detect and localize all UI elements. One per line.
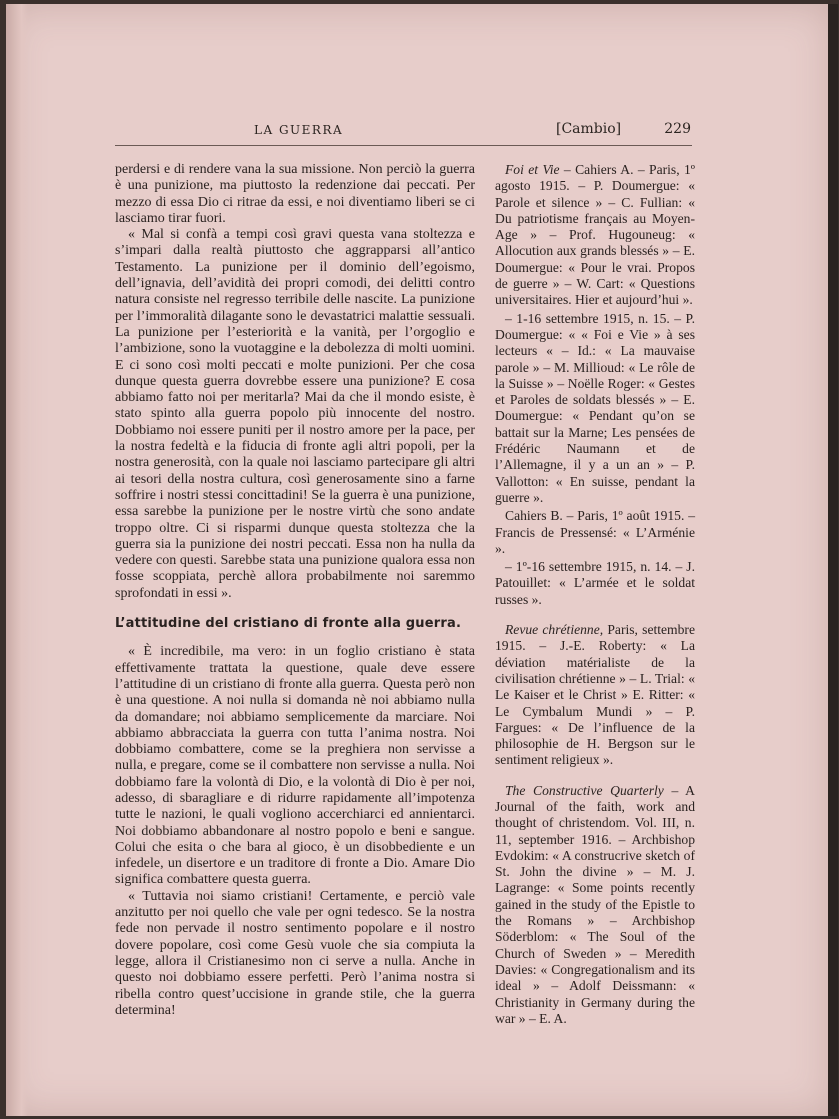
entry-text: – Cahiers A. – Paris, 1º agosto 1915. – P. Doumergue: « Parole et silence » – C. Fullian: « Du patriotisme français au Moyen-Age » – Prof. Hugouneug: « Allocution aux grands blessés » – E. Doumergue: « Pour le vrai. Propos de guerre » – W. Cart: « Questions universitaires. Hier et aujourd’hui ». (495, 162, 695, 308)
entry-text: – A Journal of the faith, work and thought of christendom. Vol. III, n. 11, september 1916. – Archbishop Evdokim: « A construcrive sketch of St. John the divine » – M. J. Lagrange: « Some points recently gained in the study of the Epistle to the Romans » – Archbishop Söderblom: « The Soul of the Church of Sweden » – Meredith Davies: « Congregationalism and its ideal » – Adolf Deissmann: « Christianity in Germany during the war » – E. A. (495, 782, 695, 1026)
running-title: LA GUERRA (254, 123, 344, 137)
paragraph: « Tuttavia noi siamo cristiani! Certamente, e perciò vale anzitutto per noi quello che vale per ogni tedesco. Se la nostra fede non pervade il nostro sentimento popolare e il nostro dovere popolare, così come Gesù vuole che sia compiuta la legge, allora il Cristianesimo non ci serve a nulla. Anche in questo noi dobbiamo essere perfetti. Però l’anima nostra si ribella contro quest’uccisione in grande stile, che la guerra determina! (115, 888, 475, 1018)
page-edge (828, 4, 838, 1116)
running-header (254, 121, 691, 141)
paragraph: perdersi e di rendere vana la sua missione. Non perciò la guerra è una punizione, ma piuttosto la redenzione dai peccati. Per mezzo di essa Dio ci ritrae da essi, e noi diventiamo liberi se ci lasciamo tirar fuori. (115, 162, 475, 226)
journal-title: Revue chrétienne, (505, 622, 604, 638)
entry-text: – 1º-16 settembre 1915, n. 14. – J. Patouillet: « L’armée et le soldat russes ». (495, 559, 695, 607)
book-page (6, 4, 832, 1116)
entry-text: Paris, settembre 1915. – J.-E. Roberty: « La déviation matérialiste de la civilisation chrétienne » – L. Trial: « Le Kaiser et le Christ » E. Ritter: « Le Cymbalum Mundi » – P. Fargues: « De l’influence de la philosophie de H. Bergson sur le sentiment religieux ». (495, 622, 695, 768)
header-rule (115, 145, 692, 146)
book-spine-shadow (6, 4, 28, 1116)
main-text-column (115, 162, 475, 1019)
page-number: 229 (664, 121, 691, 137)
section-heading: L’attitudine del cristiano di fronte alla guerra. (115, 616, 462, 632)
entry-text: – 1-16 settembre 1915, n. 15. – P. Doumergue: « « Foi e Vie » à ses lecteurs « – Id.: « La mauvaise parole » – M. Millioud: « Le rôle de la Suisse » – Noëlle Roger: « Gestes et Paroles de soldats blessés » – E. Doumergue: « Pendant qu’on se battait sur la Marne; Les pensées de Frédéric Naumann et de l’Allemagne, il y a un an » – P. Vallotton: « En suisse, pendant la guerre ». (495, 310, 695, 505)
bibliography-entry (495, 162, 695, 608)
journal-title: Foi et Vie (505, 162, 560, 177)
bibliography-entry (495, 622, 695, 769)
journal-title: The Constructive Quarterly (505, 782, 664, 798)
bibliography-column (495, 162, 695, 1041)
section-label: [Cambio] (556, 121, 622, 137)
entry-text: Cahiers B. – Paris, 1º août 1915. – Francis de Pressensé: « L’Arménie ». (495, 508, 695, 556)
paragraph: « Mal si confà a tempi così gravi questa vana stoltezza e s’impari dalla realtà piuttosto che aggrapparsi all’antico Testamento. La punizione per il dominio dell’egoismo, dell’ignavia, dell’avidità dei propri comodi, dei delitti contro natura consiste nel regresso terribile delle nascite. La punizione per l’immoralità dilagante sono le devastatrici malattie sessuali. La punizione per l’esteriorità e la vanità, per l’orgoglio e l’ambizione, sono la vuotaggine e la debolezza di molti uomini. E ci sono così molti peccati e molte punizioni. Per che cosa dunque questa guerra dovrebbe essere una punizione? E cosa abbiamo fatto noi per meritarla? Mai da che il mondo esiste, è stato spinto alla guerra popolo più innocente del nostro. Dobbiamo noi essere puniti per il nostro amore per la pace, per la nostra fedeltà e la fiducia di fronte agli altri popoli, per la nostra generosità, con la quale noi lasciamo partecipare gli altri ai tesori della nostra cultura, così generosamente sino a farne soffrire i nostri stessi concittadini! Se la guerra è una punizione, essa sarebbe la punizione per le nostre virtù che sono andate troppo oltre. Ci si risparmi dunque questa stoltezza che la guerra sia la punizione dei nostri peccati. Essa non ha nulla da vedere con questi. Sarebbe stata una punizione qualora essa non fosse scoppiata, perchè allora probabilmente noi saremmo sprofondati in essi ». (115, 227, 475, 601)
bibliography-entry (495, 783, 695, 1027)
paragraph: « È incredibile, ma vero: in un foglio cristiano è stata effettivamente trattata la questione, quale deve essere l’attitudine di un cristiano di fronte alla guerra. Questa però non è una questione. A noi nulla si domanda nè noi abbiamo nulla da domandare; noi abbiamo semplicemente da marciare. Noi abbiamo abbracciata la guerra con tutta l’anima nostra. Noi dobbiamo combattere, come se la preghiera non servisse a nulla, e pregare, come se il combattere non servisse a nulla. Noi dobbiamo fare la volontà di Dio, e la volontà di Dio è per noi, adesso, di sbaragliare e di ridurre rapidamente all’impotenza tutte le nazioni, le quali vogliono accerchiarci ed annientarci. Noi dobbiamo abbandonare al nostro popolo e beni e sangue. Colui che esita o che bara al gioco, è un disobbediente e un infedele, un disertore e un traditore di fronte a Dio. Amare Dio significa combattere questa guerra. (115, 644, 475, 888)
